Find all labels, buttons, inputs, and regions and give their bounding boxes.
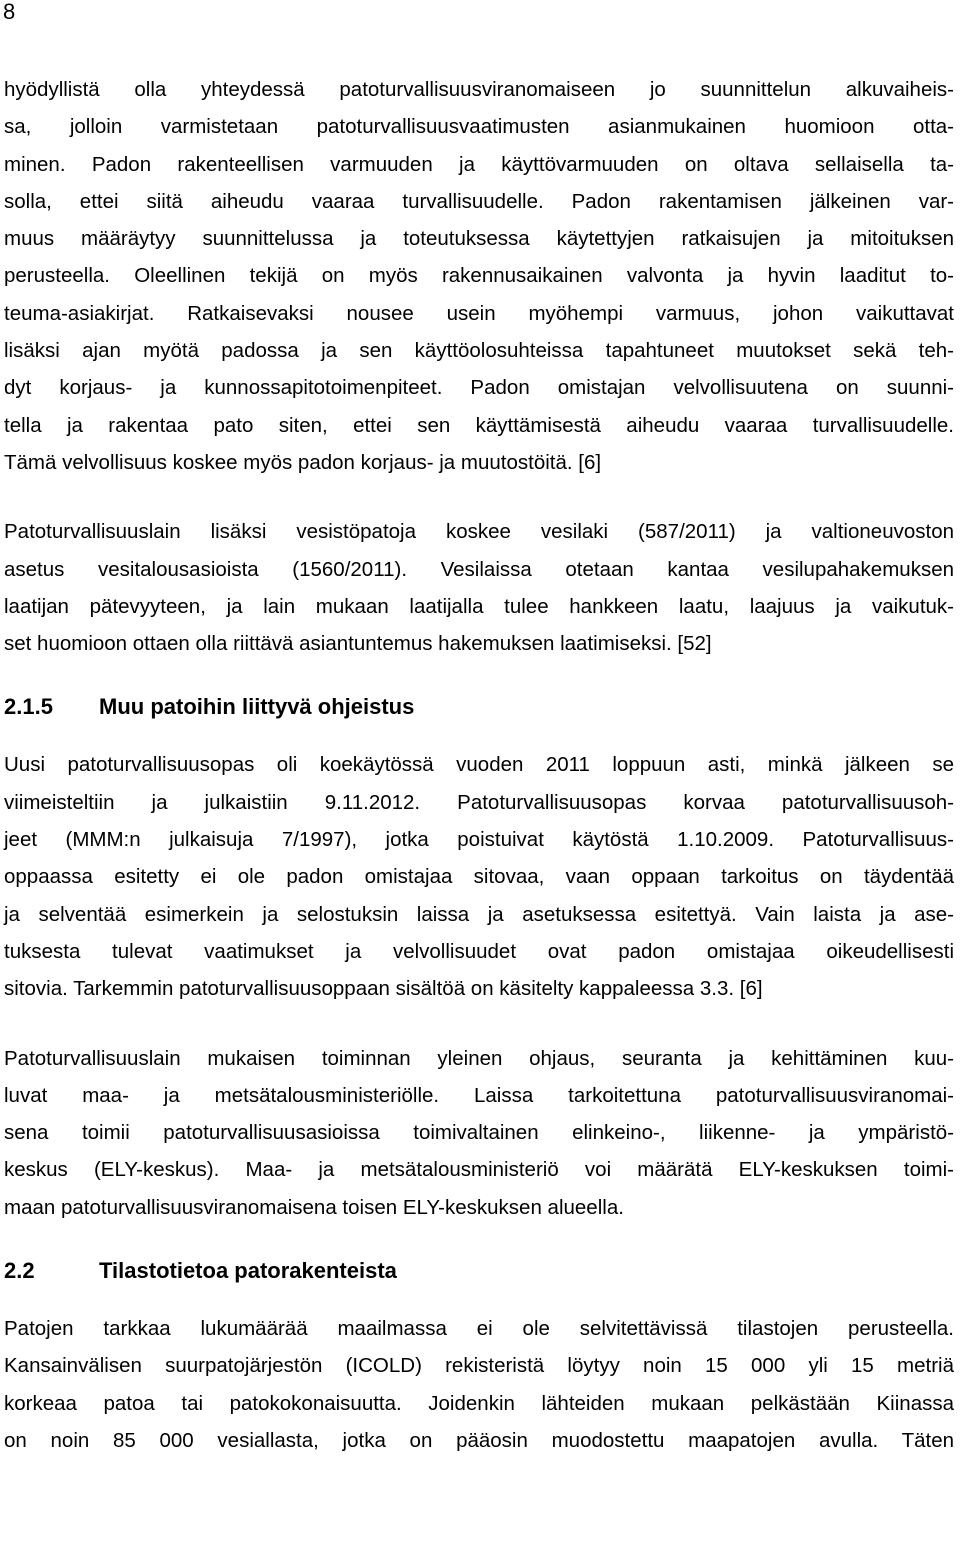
text-line: Patoturvallisuuslain mukaisen toiminnan yleinen ohjaus, seuranta ja kehittäminen kuu- (4, 1046, 954, 1070)
text-line: sitovia. Tarkemmin patoturvallisuusoppaan sisältöä on käsitelty kappaleessa 3.3. [6] (4, 977, 763, 1001)
document-body (4, 71, 954, 1459)
text-line: sa, jolloin varmistetaan patoturvallisuusvaatimusten asianmukainen huomioon otta- (4, 115, 954, 139)
text-line: teuma-asiakirjat. Ratkaisevaksi nousee usein myöhempi varmuus, johon vaikuttavat (4, 301, 954, 325)
text-line: sena toimii patoturvallisuusasioissa toimivaltainen elinkeino-, liikenne- ja ympäristö- (4, 1121, 954, 1145)
section-number: 2.1.5 (4, 694, 53, 720)
text-line: Tämä velvollisuus koskee myös padon korjaus- ja muutostöitä. [6] (4, 450, 602, 474)
text-line: jeet (MMM:n julkaisuja 7/1997), jotka poistuivat käytöstä 1.10.2009. Patoturvallisuus- (4, 828, 954, 852)
text-line: Patoturvallisuuslain lisäksi vesistöpatoja koskee vesilaki (587/2011) ja valtioneuvoston (4, 520, 954, 544)
text-line: perusteella. Oleellinen tekijä on myös rakennusaikainen valvonta ja hyvin laaditut to- (4, 264, 954, 288)
text-line: tuksesta tulevat vaatimukset ja velvollisuudet ovat padon omistajaa oikeudellisesti (4, 939, 954, 963)
text-line: korkeaa patoa tai patokokonaisuutta. Joidenkin lähteiden mukaan pelkästään Kiinassa (4, 1391, 954, 1415)
text-line: oppaassa esitetty ei ole padon omistajaa sitovaa, vaan oppaan tarkoitus on täydentää (4, 865, 954, 889)
body-paragraph (4, 746, 954, 1007)
text-line: hyödyllistä olla yhteydessä patoturvallisuusviranomaiseen jo suunnittelun alkuvaiheis- (4, 78, 954, 101)
text-line: Patojen tarkkaa lukumäärää maailmassa ei ole selvitettävissä tilastojen perusteella. (4, 1317, 954, 1341)
text-line: tella ja rakentaa pato siten, ettei sen käyttämisestä aiheudu vaaraa turvallisuudelle. (4, 413, 954, 437)
body-paragraph (4, 71, 954, 481)
body-paragraph (4, 1040, 954, 1226)
body-paragraph (4, 1310, 954, 1459)
page-number: 8 (3, 0, 16, 24)
text-line: viimeisteltiin ja julkaistiin 9.11.2012. Patoturvallisuusopas korvaa patoturvallisuusoh- (4, 790, 954, 814)
section-title: Muu patoihin liittyvä ohjeistus (99, 694, 415, 720)
body-paragraph (4, 513, 954, 662)
text-line: ja selventää esimerkein ja selostuksin laissa ja asetuksessa esitettyä. Vain laista ja ase- (4, 902, 954, 926)
section-heading (4, 1256, 954, 1286)
text-line: luvat maa- ja metsätalousministeriölle. Laissa tarkoitettuna patoturvallisuusviranomai- (4, 1083, 954, 1107)
text-line: Kansainvälisen suurpatojärjestön (ICOLD) rekisteristä löytyy noin 15 000 yli 15 metriä (4, 1354, 954, 1378)
section-title: Tilastotietoa patorakenteista (99, 1258, 397, 1284)
text-line: set huomioon ottaen olla riittävä asiantuntemus hakemuksen laatimiseksi. [52] (4, 632, 712, 656)
text-line: asetus vesitalousasioista (1560/2011). Vesilaissa otetaan kantaa vesilupahakemuksen (4, 557, 954, 581)
text-line: minen. Padon rakenteellisen varmuuden ja käyttövarmuuden on oltava sellaisella ta- (4, 152, 954, 176)
text-line: keskus (ELY-keskus). Maa- ja metsätalousministeriö voi määrätä ELY-keskuksen toimi- (4, 1158, 954, 1182)
section-number: 2.2 (4, 1258, 35, 1284)
text-line: maan patoturvallisuusviranomaisena toisen ELY-keskuksen alueella. (4, 1195, 624, 1219)
text-line: solla, ettei siitä aiheudu vaaraa turvallisuudelle. Padon rakentamisen jälkeinen var- (4, 189, 954, 213)
text-line: muus määräytyy suunnittelussa ja toteutuksessa käytettyjen ratkaisujen ja mitoituksen (4, 227, 954, 251)
text-line: dyt korjaus- ja kunnossapitotoimenpiteet. Padon omistajan velvollisuutena on suunni- (4, 376, 954, 400)
text-line: on noin 85 000 vesiallasta, jotka on pääosin muodostettu maapatojen avulla. Täten (4, 1428, 954, 1452)
section-heading (4, 692, 954, 722)
text-line: laatijan pätevyyteen, ja lain mukaan laatijalla tulee hankkeen laatu, laajuus ja vaikutuk- (4, 594, 954, 618)
text-line: Uusi patoturvallisuusopas oli koekäytössä vuoden 2011 loppuun asti, minkä jälkeen se (4, 753, 954, 777)
text-line: lisäksi ajan myötä padossa ja sen käyttöolosuhteissa tapahtuneet muutokset sekä teh- (4, 339, 954, 363)
